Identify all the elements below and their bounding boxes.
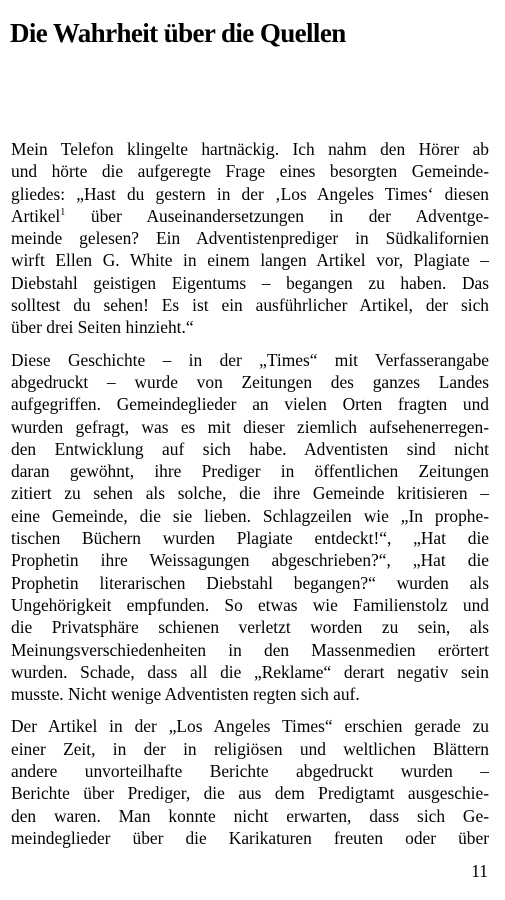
text-line: einer Zeit, in der in religiösen und weltlichen Blättern (11, 738, 489, 759)
text-line: Ungehörigkeit empfunden. So etwas wie Familienstolz und (11, 594, 489, 615)
text-line: Berichte über Prediger, die aus dem Predigtamt ausgeschie- (11, 783, 489, 804)
text-line: die Privatsphäre schienen verletzt worden zu sein, als (11, 617, 489, 638)
chapter-title: Die Wahrheit über die Quellen (10, 18, 346, 48)
text-line: tischen Büchern wurden Plagiate entdeckt!“, „Hat die (11, 528, 489, 549)
text-line: abgedruckt – wurde von Zeitungen des ganzes Landes (11, 371, 489, 392)
text-line: gliedes: „Hast du gestern in der ‚Los Angeles Times‘ diesen (11, 183, 489, 204)
paragraph-1 (11, 138, 489, 339)
text-line: zitiert zu sehen als solche, die ihre Gemeinde kritisieren – (11, 483, 489, 504)
text-line: meindeglieder über die Karikaturen freuten oder über (11, 827, 489, 848)
text-fragment: Artikel (11, 205, 61, 226)
footnote-reference: 1 (60, 206, 66, 218)
text-line: und hörte die aufgeregte Frage eines besorgten Gemeinde- (11, 161, 489, 182)
text-line: über drei Seiten hinzieht.“ (11, 317, 194, 338)
text-line: Diebstahl geistigen Eigentums – begangen zu haben. Das (11, 272, 489, 293)
text-line: solltest du sehen! Es ist ein ausführlicher Artikel, der sich (11, 295, 489, 316)
text-line: musste. Nicht wenige Adventisten regten sich auf. (11, 684, 360, 705)
text-line: den Entwicklung auf sich habe. Adventisten sind nicht (11, 438, 489, 459)
text-line: andere unvorteilhafte Berichte abgedruckt wurden – (11, 761, 489, 782)
text-line: wirft Ellen G. White in einem langen Artikel vor, Plagiate – (11, 250, 489, 271)
paragraph-2 (11, 349, 489, 706)
page-number: 11 (471, 861, 488, 881)
text-line: meinde gelesen? Ein Adventistenprediger in Südkalifornien (11, 228, 489, 249)
text-line: eine Gemeinde, die sie lieben. Schlagzeilen wie „In prophe- (11, 505, 489, 526)
text-line: Mein Telefon klingelte hartnäckig. Ich nahm den Hörer ab (11, 139, 489, 159)
body-text (11, 138, 489, 859)
text-line: wurden. Schade, dass all die „Reklame“ derart negativ sein (11, 661, 489, 682)
text-line-with-footnote (11, 205, 489, 227)
text-line: Der Artikel in der „Los Angeles Times“ erschien gerade zu (11, 716, 489, 737)
text-line: Prophetin ihre Weissagungen abgeschrieben?“, „Hat die (11, 550, 489, 571)
text-line: Meinungsverschiedenheiten in den Massenmedien erörtert (11, 639, 489, 660)
text-line: wurden gefragt, was es mit dieser ziemlich aufsehenerregen- (11, 416, 489, 437)
text-line: Diese Geschichte – in der „Times“ mit Verfasserangabe (11, 349, 489, 370)
text-fragment: über Auseinandersetzungen in der Adventge- (90, 205, 489, 226)
text-line: aufgegriffen. Gemeindeglieder an vielen Orten fragten und (11, 394, 489, 415)
text-line: den waren. Man konnte nicht erwarten, dass sich Ge- (11, 805, 489, 826)
paragraph-3 (11, 715, 489, 849)
text-line: daran gewöhnt, ihre Prediger in öffentlichen Zeitungen (11, 461, 489, 482)
text-line: Prophetin literarischen Diebstahl begangen?“ wurden als (11, 572, 489, 593)
